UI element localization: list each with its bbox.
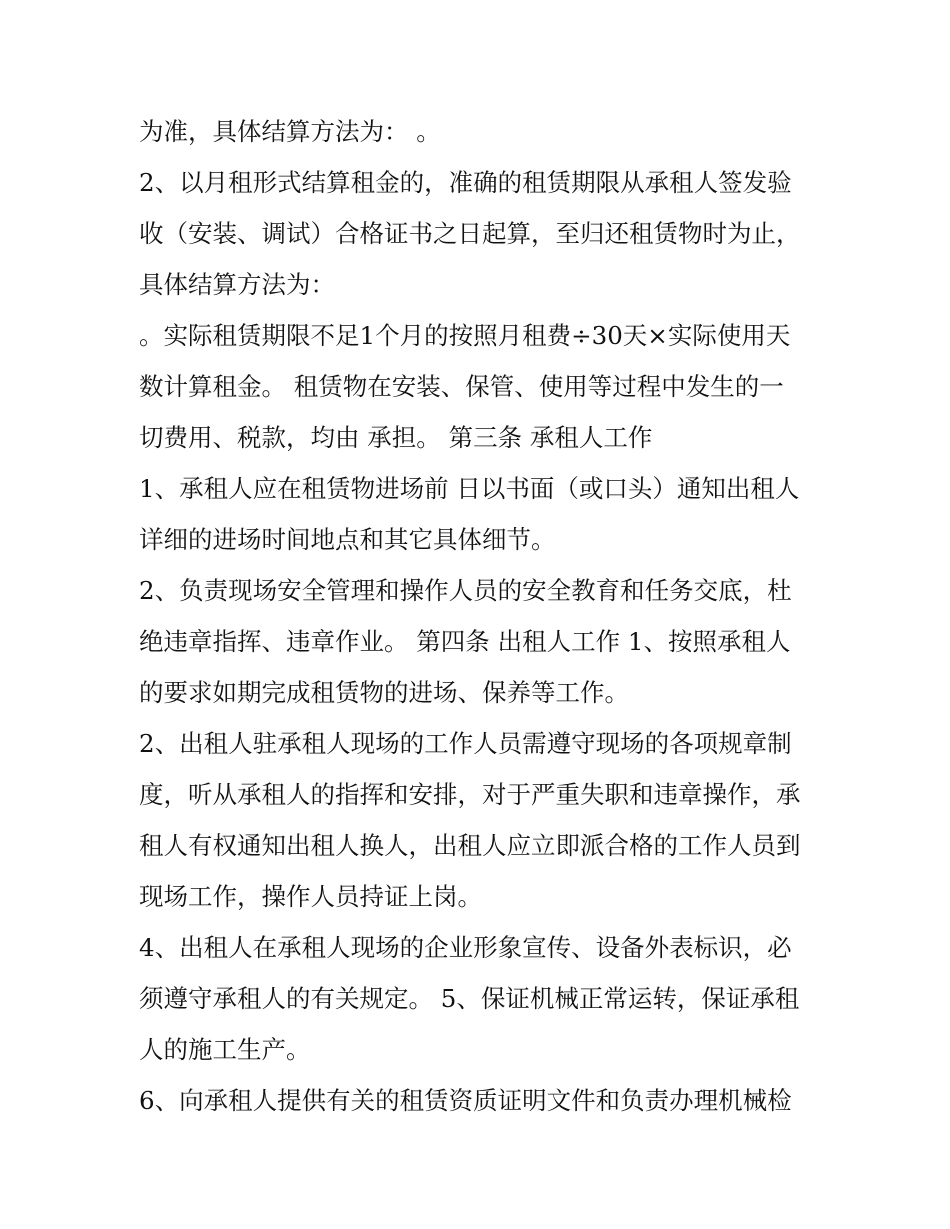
text-line: 绝违章指挥、违章作业。 第四条 出租人工作 1、按照承租人 (139, 627, 791, 656)
text-line: 2、负责现场安全管理和操作人员的安全教育和任务交底，杜 (139, 576, 792, 605)
text-line: 度，听从承租人的指挥和安排，对于严重失职和违章操作，承 (139, 780, 801, 809)
text-line: 详细的进场时间地点和其它具体细节。 (139, 525, 556, 554)
text-line: 2、出租人驻承租人现场的工作人员需遵守现场的各项规章制 (139, 729, 792, 758)
text-line: 1、承租人应在租赁物进场前 日以书面（或口头）通知出租人 (139, 474, 800, 503)
text-line: 。实际租赁期限不足1个月的按照月租费÷30天×实际使用天 (139, 321, 791, 350)
text-line: 具体结算方法为： (139, 270, 335, 299)
text-line: 收（安装、调试）合格证书之日起算，至归还租赁物时为止， (139, 219, 801, 248)
text-line: 切费用、税款，均由 承担。 第三条 承租人工作 (139, 423, 653, 452)
text-line: 人的施工生产。 (139, 1035, 311, 1064)
text-line: 4、出租人在承租人现场的企业形象宣传、设备外表标识，必 (139, 933, 792, 962)
text-line: 现场工作，操作人员持证上岗。 (139, 882, 482, 911)
text-line: 6、向承租人提供有关的租赁资质证明文件和负责办理机械检 (139, 1086, 792, 1115)
text-line: 2、以月租形式结算租金的，准确的租赁期限从承租人签发验 (139, 168, 792, 197)
text-line: 的要求如期完成租赁物的进场、保养等工作。 (139, 678, 629, 707)
text-line: 为准，具体结算方法为： 。 (139, 117, 441, 146)
text-line: 租人有权通知出租人换人，出租人应立即派合格的工作人员到 (139, 831, 801, 860)
text-line: 须遵守承租人的有关规定。 5、保证机械正常运转，保证承租 (139, 984, 800, 1013)
text-line: 数计算租金。 租赁物在安装、保管、使用等过程中发生的一 (139, 372, 784, 401)
